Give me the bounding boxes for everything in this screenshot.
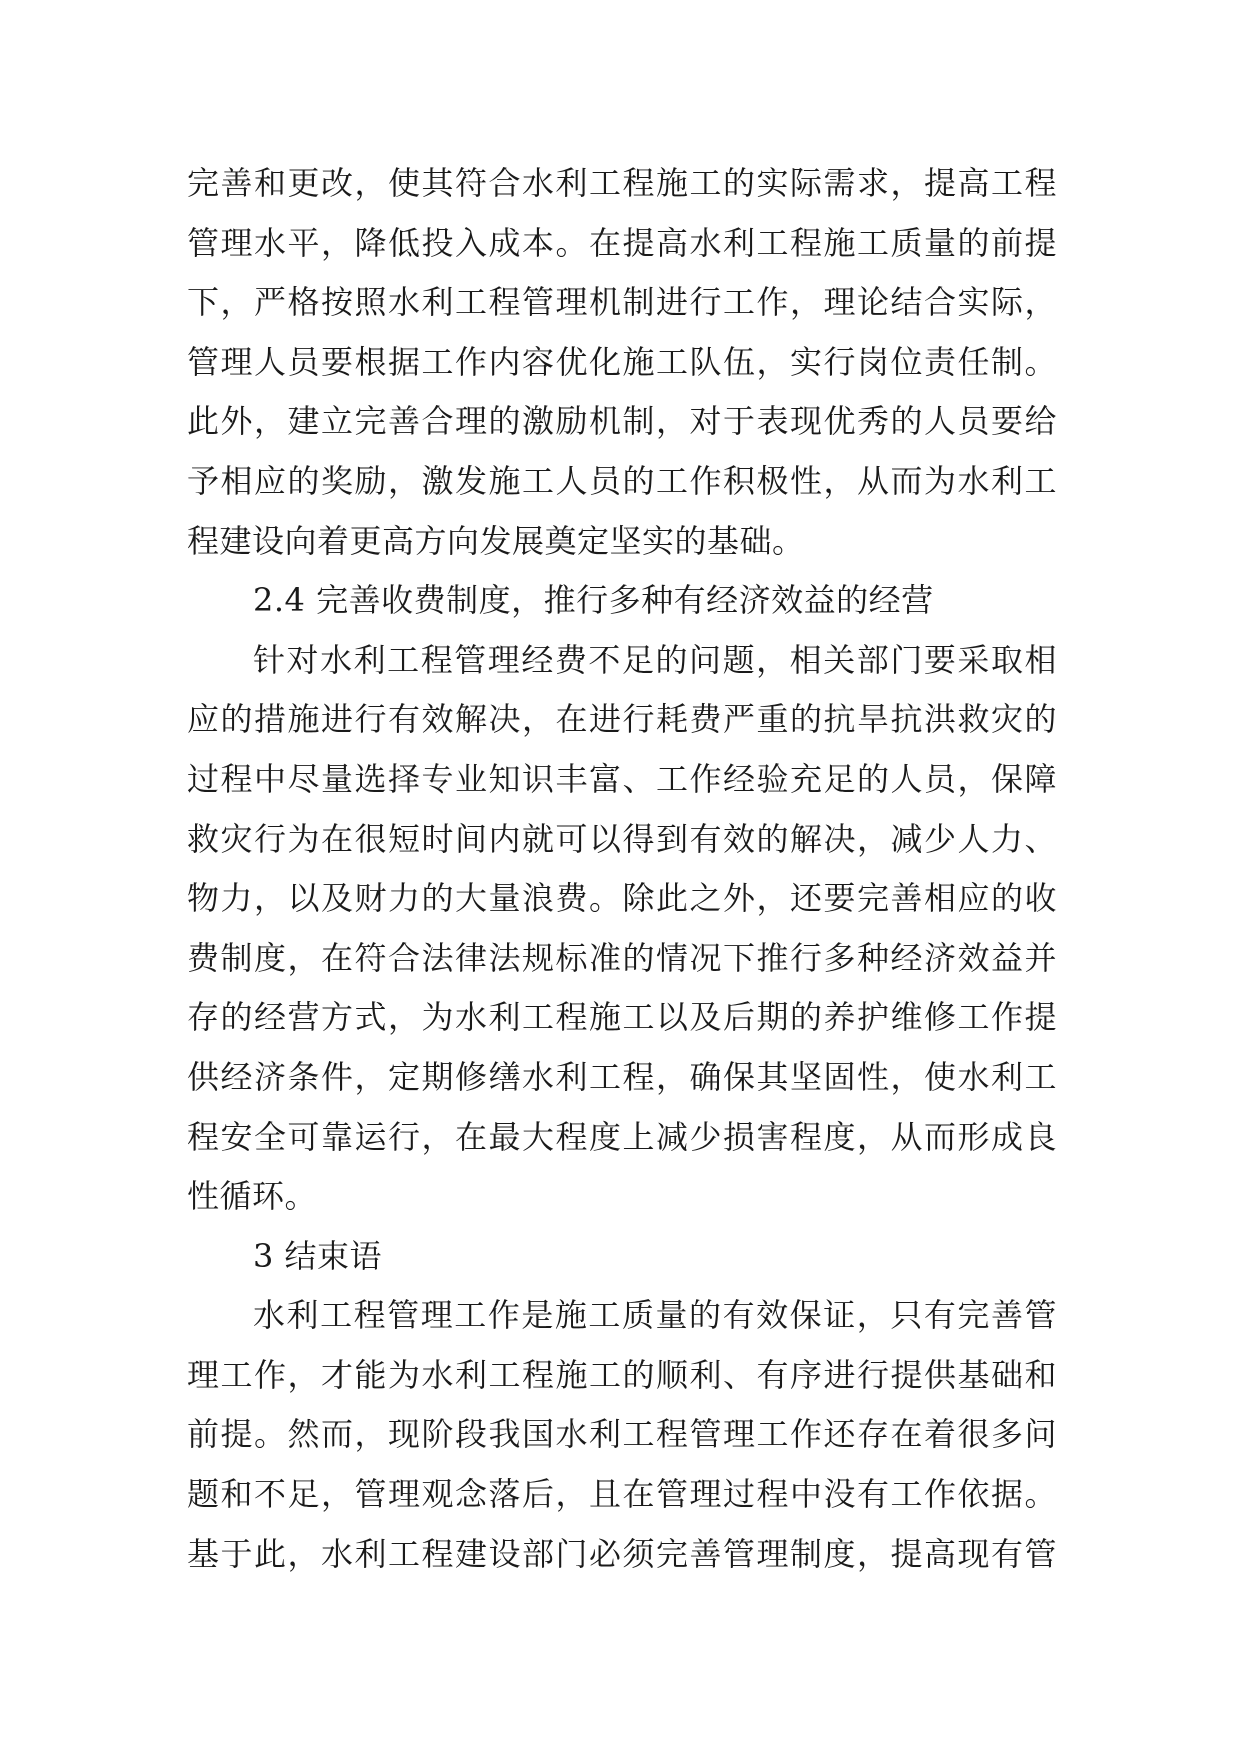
text-line: 题和不足，管理观念落后，且在管理过程中没有工作依据。 bbox=[187, 1475, 1057, 1514]
text-line: 性循环。 bbox=[187, 1177, 318, 1216]
text-line: 应的措施进行有效解决，在进行耗费严重的抗旱抗洪救灾的 bbox=[187, 700, 1057, 739]
text-line: 物力，以及财力的大量浪费。除此之外，还要完善相应的收 bbox=[187, 879, 1057, 918]
paragraph-fee-system bbox=[187, 631, 1057, 1227]
text-line: 基于此，水利工程建设部门必须完善管理制度，提高现有管 bbox=[187, 1534, 1057, 1573]
text-line: 供经济条件，定期修缮水利工程，确保其坚固性，使水利工 bbox=[187, 1057, 1057, 1096]
text-line: 存的经营方式，为水利工程施工以及后期的养护维修工作提 bbox=[187, 998, 1057, 1037]
text-line: 前提。然而，现阶段我国水利工程管理工作还存在着很多问 bbox=[187, 1415, 1057, 1454]
text-line: 管理水平，降低投入成本。在提高水利工程施工质量的前提 bbox=[187, 223, 1057, 262]
text-line: 予相应的奖励，激发施工人员的工作积极性，从而为水利工 bbox=[187, 461, 1057, 500]
text-line: 针对水利工程管理经费不足的问题，相关部门要采取相 bbox=[253, 640, 1057, 679]
text-line: 程安全可靠运行，在最大程度上减少损害程度，从而形成良 bbox=[187, 1117, 1057, 1156]
paragraph-conclusion bbox=[187, 1286, 1057, 1584]
text-line: 理工作，才能为水利工程施工的顺利、有序进行提供基础和 bbox=[187, 1355, 1057, 1394]
text-line: 费制度，在符合法律法规标准的情况下推行多种经济效益并 bbox=[187, 938, 1057, 977]
document-body bbox=[187, 154, 1057, 1584]
text-line: 完善和更改，使其符合水利工程施工的实际需求，提高工程 bbox=[187, 164, 1057, 202]
text-line: 管理人员要根据工作内容优化施工队伍，实行岗位责任制。 bbox=[187, 342, 1057, 381]
section-heading-3: 3 结束语 bbox=[253, 1236, 383, 1275]
paragraph-management-mechanism bbox=[187, 154, 1057, 571]
section-heading-2-4: 2.4 完善收费制度，推行多种有经济效益的经营 bbox=[253, 581, 934, 620]
text-line: 此外，建立完善合理的激励机制，对于表现优秀的人员要给 bbox=[187, 402, 1057, 441]
text-line: 程建设向着更高方向发展奠定坚实的基础。 bbox=[187, 521, 805, 560]
text-line: 水利工程管理工作是施工质量的有效保证，只有完善管 bbox=[253, 1296, 1057, 1335]
text-line: 过程中尽量选择专业知识丰富、工作经验充足的人员，保障 bbox=[187, 759, 1057, 798]
text-line: 下，严格按照水利工程管理机制进行工作，理论结合实际， bbox=[187, 283, 1057, 322]
text-line: 救灾行为在很短时间内就可以得到有效的解决，减少人力、 bbox=[187, 819, 1057, 858]
